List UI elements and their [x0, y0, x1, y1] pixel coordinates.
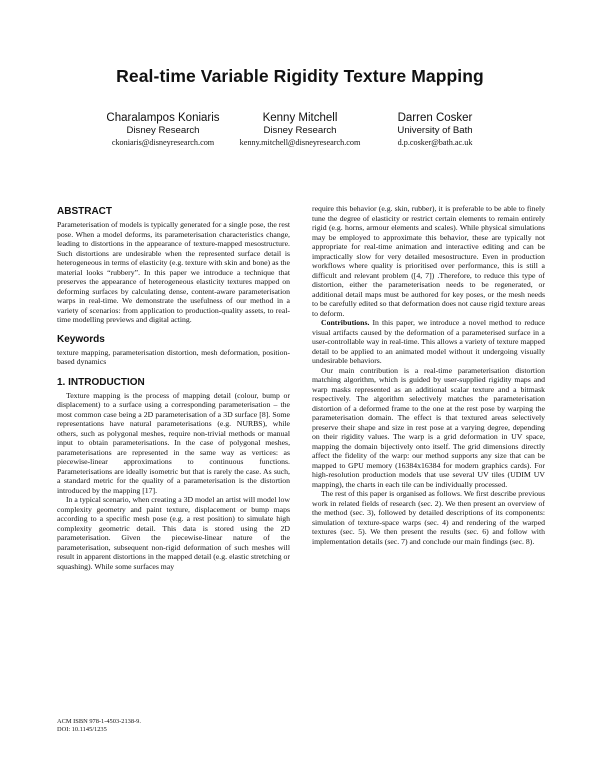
author-2: [225, 111, 375, 149]
author-name: Kenny Mitchell: [262, 112, 338, 124]
right-column: [312, 204, 545, 546]
abstract-heading: ABSTRACT: [57, 206, 112, 217]
author-1: [88, 111, 238, 149]
intro-paragraph-2: In a typical scenario, when creating a 3D model an artist will model low complexity geometry and paint texture, displacement or bump maps according to a specific mesh pose (e.g. a rest position) to simulate high complexity geometric detail. This data is stored using the 2D parameterisation. Given the piecewise-linear nature of the parameterisation, subsequent non-rigid deformation of such meshes will result in apparent distortions in the mapped detail (e.g. elastic stretching or squashing). While some surfaces may: [57, 495, 290, 571]
right-paragraph-1: require this behavior (e.g. skin, rubber), it is preferable to be able to finely tune the degree of elasticity or restrict certain elements to remain entirely rigid (e.g. horns, armour elements and scales). While physical simulations may be employed to approximate this behavior, these are typically not appropriate for real-time animation and interactive editing and can be impractically slow for very detailed mesostructure. Even in production workflows where quality is prioritised over performance, this is still a difficult and relevant problem ([4, 7]) .Therefore, to reduce this type of distortion, either the parameterisation needs to be regenerated, or additional detail maps must be authored for key poses, or the mesh needs to be carefully edited so that deformation does not cause rigid texture areas to deform.: [312, 204, 545, 318]
paper-title: Real-time Variable Rigidity Texture Mapping: [116, 66, 484, 86]
author-name: Darren Cosker: [397, 112, 473, 124]
left-column: [57, 206, 290, 571]
author-email: kenny.mitchell@disneyresearch.com: [239, 138, 361, 147]
right-paragraph-4: The rest of this paper is organised as follows. We first describe previous work in related fields of research (sec. 2). We then present an overview of the method (sec. 3), followed by detailed descriptions of its components: simulation of texture-space warps (sec. 4) and rendering of the warped textures (sec. 5). We then present the results (sec. 6) and follow with implementation details (sec. 7) and conclude our main findings (sec. 8).: [312, 489, 545, 546]
right-paragraph-3: Our main contribution is a real-time parameterisation distortion matching algorithm, which is guided by user-supplied rigidity maps and warp masks represented as an additional scalar texture and a bitmask respectively. The algorithm selectively matches the parameterisation distortion of a deformed frame to the one at the rest pose by warping the parameterisation domain. The effect is that textured areas selectively preserve their shape and size in rest pose at a varying degree, depending on their rigidity values. The warp is a grid deformation in UV space, mapping the domain bijectively onto itself. The grid dimensions directly affect the fidelity of the warp: our method supports any size that can be mapped to GPU memory (16384x16384 for modern graphics cards). For high-resolution production models that use several UV tiles (UDIM UV mapping), the charts in each tile can be individually processed.: [312, 365, 545, 489]
keywords-heading: Keywords: [57, 333, 105, 345]
abstract-text: Parameterisation of models is typically generated for a single pose, the rest pose. When a model deforms, its parameterisation characteristics change, leading to distortions in the appearance of texture-mapped mesostructure. Such distortions are undesirable when the represented surface detail is heterogeneous in terms of elasticity (e.g. texture with skin and bone) as the material looks “rubbery”. In this paper we introduce a technique that preserves the appearance of heterogeneous elasticity textures mapped on deforming surfaces by calculating dense, content-aware parameterisation warps in real-time. We demonstrate the usefulness of our method in a variety of scenarios: from application to production-quality assets, to real-time modelling previews and digital acting.: [57, 220, 290, 324]
contributions-paragraph: [312, 318, 545, 366]
author-affiliation: Disney Research: [126, 125, 200, 136]
keywords-text: texture mapping, parameterisation distortion, mesh deformation, position-based dynamics: [57, 347, 290, 366]
contributions-label: Contributions.: [321, 318, 370, 327]
author-3: [360, 111, 510, 149]
author-affiliation: University of Bath: [397, 125, 473, 136]
author-name: Charalampos Koniaris: [106, 112, 220, 124]
author-email: d.p.cosker@bath.ac.uk: [397, 138, 473, 147]
contributions-text: In this paper, we introduce a novel method to reduce visual artifacts caused by the deformation of a parameterised surface in a user-controllable way in real-time. This allows a variety of texture mapped detail to be applied to an animated model without it undergoing visually undesirable behaviors.: [312, 318, 545, 365]
intro-heading: 1. INTRODUCTION: [57, 376, 145, 388]
doi-line: DOI: 10.1145/1235: [57, 726, 107, 733]
author-affiliation: Disney Research: [263, 125, 337, 136]
intro-paragraph-1: Texture mapping is the process of mapping detail (colour, bump or displacement) to a surface using a corresponding parameterisation – the most common case being a 2D parameterisation of a 3D surface [8]. Some representations have natural parameterisations (e.g. NURBS), while others, such as polygonal meshes, require non-trivial methods or manual input to obtain parameterisations. In the case of polygonal meshes, parameterisations are represented in the same way as vertices: as piecewise-linear approximations to continuous functions. Parameterisations are ideally isometric but that is rarely the case. As such, a standard metric for the quality of a parameterisation is the distortion introduced by the mapping [17].: [57, 390, 290, 495]
isbn-line: ACM ISBN 978-1-4503-2138-9.: [57, 718, 141, 725]
author-email: ckoniaris@disneyresearch.com: [111, 138, 215, 147]
isbn-doi-footnote: [57, 718, 141, 734]
